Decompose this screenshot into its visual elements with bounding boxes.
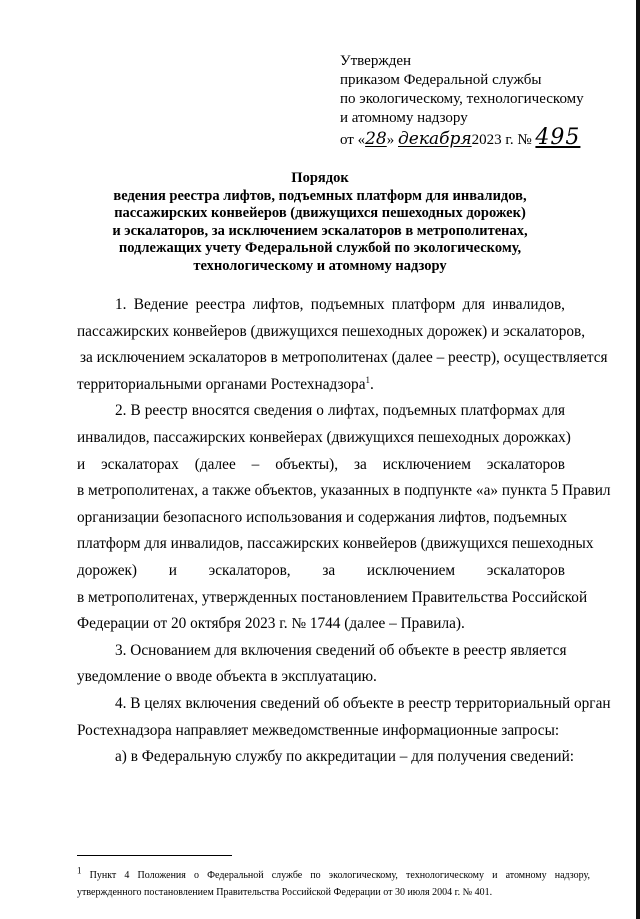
approval-line: и атомному надзору: [340, 110, 468, 126]
approval-line: приказом Федеральной службы: [340, 72, 542, 88]
paragraph-4-line: Ростехнадзора направляет межведомственные информационные запросы:: [77, 721, 560, 739]
footnote-divider: [77, 855, 232, 856]
paragraph-1-end: .: [370, 375, 374, 393]
title-line: пассажирских конвейеров (движущихся пешеходных дорожек): [114, 205, 526, 222]
footnote-line: утвержденного постановлением Правительства Российской Федерации от 30 июля 2004 г. № 401.: [77, 887, 493, 898]
handwritten-number: 495: [535, 125, 581, 150]
date-mid: »: [386, 132, 395, 148]
title-line: подлежащих учету Федеральной службой по экологическому,: [118, 240, 522, 257]
footnote-text: Пункт 4 Положения о Федеральной службе по экологическому, технологическому и атомному надзору,: [89, 870, 591, 881]
paragraph-2-line: 2. В реестр вносятся сведения о лифтах, подъемных платформах для: [115, 402, 565, 420]
title-line: технологическому и атомному надзору: [193, 257, 447, 274]
approval-block: [340, 52, 584, 150]
scan-edge: [636, 0, 640, 919]
paragraph-2-line: организации безопасного использования и содержания лифтов, подъемных: [77, 508, 568, 526]
approval-date-line: [340, 125, 584, 150]
paragraph-3-line: уведомление о вводе объекта в эксплуатацию.: [77, 668, 377, 686]
footnote-line: [77, 865, 591, 883]
paragraph-2-line: инвалидов, пассажирских конвейерах (движущихся пешеходных дорожках): [77, 429, 571, 446]
paragraph-1-line: пассажирских конвейеров (движущихся пешеходных дорожек) и эскалаторов,: [77, 322, 586, 340]
paragraph-3-line: 3. Основанием для включения сведений об объекте в реестр является: [115, 641, 567, 659]
year-text: 2023 г. №: [471, 132, 532, 148]
paragraph-2-line: в метрополитенах, утвержденных постановлением Правительства Российской: [77, 588, 588, 606]
approval-line: Утвержден: [340, 53, 412, 69]
paragraph-2-line: платформ для инвалидов, пассажирских конвейеров (движущихся пешеходных: [77, 535, 594, 553]
paragraph-2-line: дорожек) и эскалаторов, за исключением эскалаторов: [77, 562, 565, 579]
document-title: [60, 170, 580, 276]
handwritten-month: декабря: [398, 129, 472, 149]
paragraph-1-text: территориальными органами Ростехнадзора: [77, 375, 366, 393]
paragraph-4-line: 4. В целях включения сведений об объекте в реестр территориальный орган: [115, 695, 611, 712]
paragraph-1-line: 1. Ведение реестра лифтов, подъемных платформ для инвалидов,: [115, 296, 565, 313]
paragraph-5-line: а) в Федеральную службу по аккредитации – для получения сведений:: [115, 748, 575, 766]
paragraph-2-line: в метрополитенах, а также объектов, указанных в подпункте «а» пункта 5 Правил: [77, 482, 611, 500]
date-prefix: от «: [340, 132, 366, 148]
footnote-ref: 1: [365, 374, 370, 385]
title-heading: Порядок: [291, 170, 349, 186]
paragraph-2-line: и эскалаторах (далее – объекты), за исключением эскалаторов: [77, 455, 565, 473]
paragraph-1-line: [77, 375, 565, 395]
handwritten-day: 28: [365, 129, 387, 149]
footnote-mark: 1: [77, 865, 82, 876]
title-line: и эскалаторов, за исключением эскалаторов в метрополитенах,: [112, 222, 528, 239]
paragraph-1-line: за исключением эскалаторов в метрополитенах (далее – реестр), осуществляется: [80, 349, 608, 367]
paragraph-2-line: Федерации от 20 октября 2023 г. № 1744 (далее – Правила).: [77, 615, 465, 633]
approval-line: по экологическому, технологическому: [340, 91, 584, 107]
title-line: ведения реестра лифтов, подъемных платформ для инвалидов,: [113, 187, 527, 204]
